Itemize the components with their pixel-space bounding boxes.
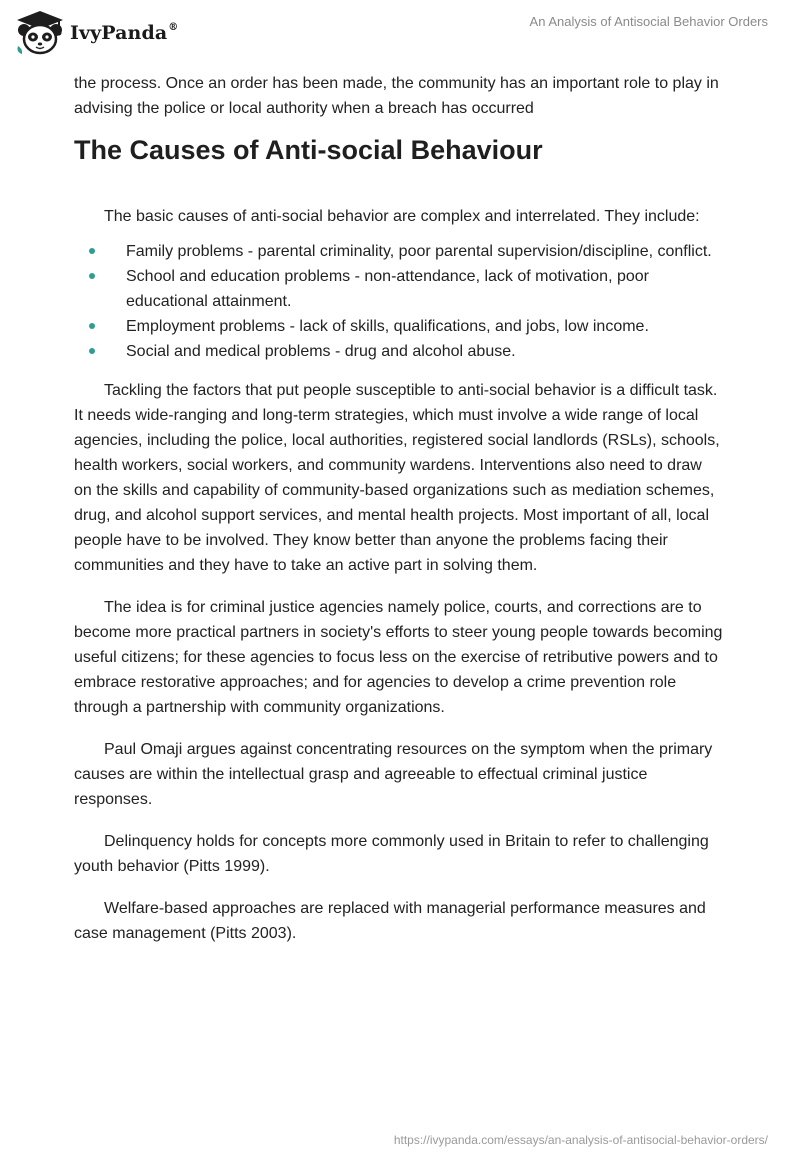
body-paragraph: Delinquency holds for concepts more commonly used in Britain to refer to challenging youth behavior (Pitts 1999). — [74, 833, 709, 875]
bullet-icon — [89, 323, 95, 329]
causes-list — [74, 239, 724, 364]
bullet-icon — [89, 248, 95, 254]
body-paragraph: Tackling the factors that put people susceptible to anti-social behavior is a difficult task. It needs wide-ranging and long-term strategies, which must involve a wide range of local agencies, including the police, local authorities, registered social landlords (RSLs), schools, health workers, social workers, and community wardens. Interventions also need to draw on the skills and capability of community-based organizations such as mediation schemes, drug, and alcohol support services, and mental health projects. Most important of all, local people have to be involved. They know better than anyone the problems facing their communities and they have to take an active part in solving them. — [74, 382, 720, 574]
section-heading: The Causes of Anti-social Behaviour — [74, 135, 543, 165]
list-item: Employment problems - lack of skills, qualifications, and jobs, low income. — [74, 314, 724, 339]
source-url[interactable]: https://ivypanda.com/essays/an-analysis-of-antisocial-behavior-orders/ — [393, 1133, 768, 1147]
brand-name: IvyPanda® — [70, 21, 179, 44]
body-paragraph: Paul Omaji argues against concentrating resources on the symptom when the primary causes are within the intellectual grasp and agreeable to effectual criminal justice responses. — [74, 741, 713, 808]
registered-mark: ® — [168, 21, 179, 33]
page-header — [0, 0, 800, 70]
lead-paragraph: the process. Once an order has been made, the community has an important role to play in advising the police or local authority when a breach has occurred — [74, 75, 719, 117]
list-item: Social and medical problems - drug and alcohol abuse. — [74, 339, 724, 364]
ivypanda-logo[interactable] — [14, 10, 178, 56]
body-paragraph: The idea is for criminal justice agencies namely police, courts, and corrections are to become more practical partners in society's efforts to steer young people towards becoming useful citizens; for these agencies to focus less on the exercise of retributive powers and to embrace restorative approaches; and for agencies to develop a crime prevention role through a partnership with community organizations. — [74, 599, 723, 716]
panda-graduate-icon — [14, 10, 66, 56]
document-title: An Analysis of Antisocial Behavior Orders — [529, 14, 768, 29]
essay-content — [74, 71, 724, 963]
intro-paragraph: The basic causes of anti-social behavior are complex and interrelated. They include: — [104, 208, 700, 225]
list-item: Family problems - parental criminality, poor parental supervision/discipline, conflict. — [74, 239, 724, 264]
bullet-icon — [89, 273, 95, 279]
body-paragraph: Welfare-based approaches are replaced with managerial performance measures and case management (Pitts 2003). — [74, 900, 706, 942]
bullet-icon — [89, 348, 95, 354]
list-item: School and education problems - non-attendance, lack of motivation, poor educational attainment. — [74, 264, 724, 314]
